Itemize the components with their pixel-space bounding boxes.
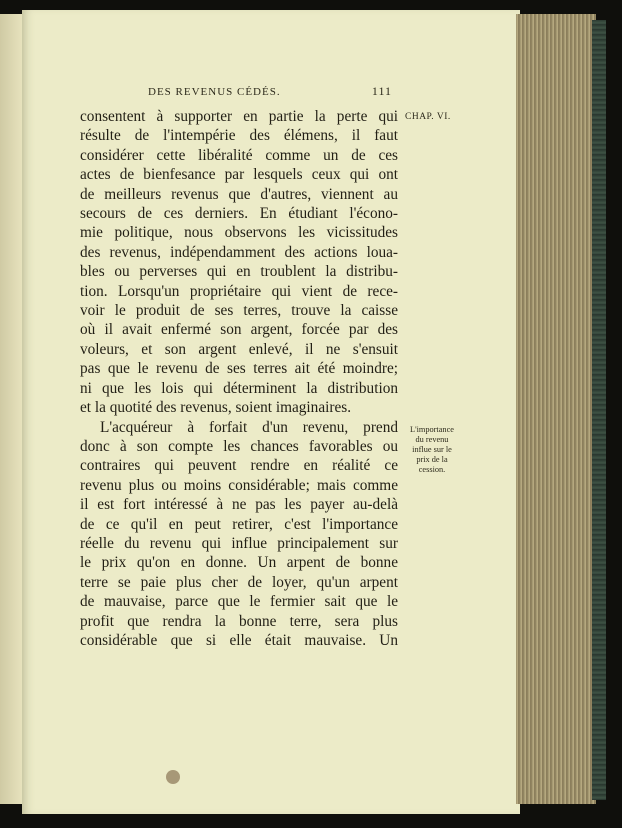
- book-cover: [592, 20, 606, 800]
- text-line: bles ou perverses qui en troublent la distribu-: [80, 263, 398, 281]
- text-line: voleurs, et son argent enlevé, il ne s'ensuit: [80, 340, 398, 358]
- text-line: revenu plus ou moins considérable; mais comme: [80, 476, 398, 494]
- running-title: DES REVENUS CÉDÉS.: [148, 86, 281, 98]
- text-line: résulte de l'intempérie des élémens, il faut: [80, 127, 398, 145]
- marginal-note-line: cession.: [418, 465, 446, 474]
- text-line: donc à son compte les chances favorables ou: [80, 437, 398, 455]
- text-line: où il avait enfermé son argent, forcée par des: [80, 321, 398, 339]
- text-line: il est fort intéressé à ne pas les payer au-delà: [80, 496, 398, 514]
- text-line: contraires qui peuvent rendre en réalité ce: [80, 457, 398, 475]
- marginal-note-line: L'importance: [410, 425, 454, 434]
- text-line: terre se paie plus cher de loyer, qu'un arpent: [80, 573, 398, 591]
- marginal-note-line: influe sur le: [412, 445, 452, 454]
- text-line: profit que rendra la bonne terre, sera plus: [80, 612, 398, 630]
- marginal-note-line: du revenu: [415, 435, 449, 444]
- paper-stain: [166, 770, 180, 784]
- text-line: L'acquéreur à forfait d'un revenu, prend: [100, 418, 398, 436]
- text-line: des revenus, indépendamment des actions loua-: [80, 243, 398, 261]
- body-text: [80, 107, 398, 650]
- text-line: considérable que si elle était mauvaise. Un: [80, 631, 398, 649]
- page-block-edge: [516, 14, 596, 804]
- text-line: ni que les lois qui déterminent la distribution: [80, 379, 398, 397]
- running-header: [148, 84, 392, 98]
- text-line: le prix qu'on en donne. Un arpent de bonne: [80, 554, 398, 572]
- text-line: de ce qu'il en peut retirer, c'est l'importance: [80, 515, 398, 533]
- text-line: et la quotité des revenus, soient imaginaires.: [80, 399, 352, 417]
- chapter-marker: CHAP. VI.: [405, 112, 451, 122]
- text-line: secours de ces derniers. En étudiant l'écono-: [80, 205, 398, 223]
- text-line: voir le produit de ses terres, trouve la caisse: [80, 302, 398, 320]
- text-line: réelle du revenu qui influe principalement sur: [80, 534, 398, 552]
- text-line: de mauvaise, parce que le fermier sait que le: [80, 593, 398, 611]
- text-line: considérer cette libéralité comme un de ces: [80, 146, 398, 164]
- marginal-note-line: prix de la: [416, 455, 448, 464]
- text-line: actes de bienfesance par lesquels ceux qui ont: [80, 166, 398, 184]
- text-line: de meilleurs revenus que d'autres, viennent au: [80, 185, 398, 203]
- text-line: consentent à supporter en partie la perte qui: [80, 108, 398, 125]
- text-line: pas que le revenu de ses terres ait été moindre;: [80, 360, 398, 378]
- marginal-note: [398, 425, 466, 475]
- facing-page-edge: [0, 14, 23, 804]
- text-line: mie politique, nous observons les vicissitudes: [80, 224, 398, 242]
- text-line: tion. Lorsqu'un propriétaire qui vient de rece-: [80, 282, 398, 300]
- page-number: 111: [371, 84, 392, 98]
